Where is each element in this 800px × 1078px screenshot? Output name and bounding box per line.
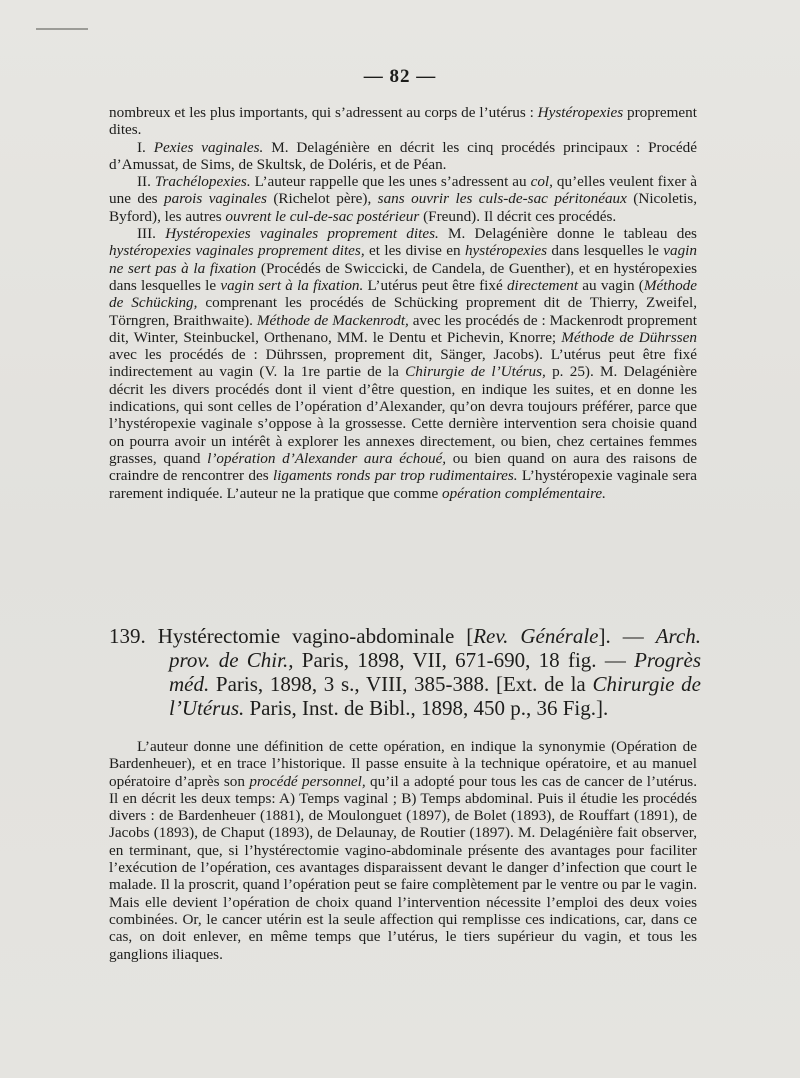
text-run: 139. Hystérectomie vagino-abdominale [: [109, 624, 474, 648]
text-run: L’hystéropexie vaginale sera rarement indiquée. L’auteur ne la pratique que comme: [109, 467, 697, 502]
bibliography-entry-139: [109, 624, 701, 720]
text-run: ]. —: [598, 624, 656, 648]
text-run: (Nicoletis, Byford), les autres: [109, 190, 697, 225]
text-run: p. 25). M. Delagénière décrit les divers procédés dont il vient d’être question, en indique les suites, et en donne les indications, qui sont celles de l’opération d’Alexander, qu’on devra toujours préférer, parce que l’hystéropexie vaginale s’oppose à la grossesse. Cette dernière intervention sera choisie quand on pourra avoir un intérêt à explorer les annexes directement, ou bien, chez certaines femmes grasses, quand: [109, 363, 697, 467]
italic-run: Chirurgie de l’Utérus.: [169, 672, 702, 720]
italic-run: Pexies vaginales.: [153, 138, 264, 156]
paragraph: [109, 225, 697, 502]
section-hysteropexies: [109, 104, 697, 502]
text-run: (Richelot père),: [266, 190, 378, 208]
italic-run: ligaments ronds par trop rudimentaires.: [272, 467, 518, 485]
italic-run: Progrès méd.: [169, 648, 701, 696]
text-run: L’utérus peut être fixé: [363, 276, 507, 294]
paragraph: [109, 139, 697, 174]
text-run: M. Delagénière donne le tableau des: [438, 225, 697, 243]
text-run: dans lesquelles le: [547, 242, 664, 260]
text-run: M. Delagénière en décrit les cinq procédés principaux : Procédé d’Amussat, de Sims, de Skultsk, de Doléris, et de Péan.: [109, 138, 697, 173]
italic-run: Méthode de Mackenrodt,: [256, 311, 409, 329]
italic-run: Hystéropexies vaginales proprement dites.: [165, 225, 439, 243]
text-run: qu’il a adopté pour tous les cas de cancer de l’utérus. Il en décrit les deux temps: A) Temps vaginal ; B) Temps abdominal. Puis il étudie les procédés divers : de Bardenheuer (1881), de Moulonguet (1897), de Bolet (1893), de Rouffart (1891), de Jacobs (1893), de Chaput (1893), de Delaunay, de Routier (1897). M. Delagénière fait observer, en terminant, que, si l’hystérectomie vagino-abdominale présente des avantages pour faciliter l’exécution de l’opération, ces avantages disparaissent devant le danger d’infection que court le malade. Il la proscrit, quand l’opération peut se faire complètement par le ventre ou par le vagin. Mais elle devient l’opération de choix quand l’intervention nécessite l’emploi des deux voies combinées. Or, le cancer utérin est la seule affection qui remplisse ces indications, car, dans ce cas, on doit enlever, en même temps que l’utérus, le tiers supérieur du vagin, et tous les ganglions iliaques.: [109, 772, 697, 963]
text-run: III.: [137, 225, 166, 243]
text-run: au vagin (: [578, 276, 644, 294]
italic-run: Méthode de Schücking,: [109, 276, 697, 312]
text-run: (Procédés de Swiccicki, de Candela, de Guenther), et en hystéropexies dans lesquelles le: [109, 259, 697, 294]
text-run: avec les procédés de : Mackenrodt proprement dit, Winter, Steinbuckel, Orthenano, MM. le Dentu et Pichevin, Knorre;: [109, 311, 697, 346]
page-number: — 82 —: [363, 66, 437, 87]
text-run: Paris, Inst. de Bibl., 1898, 450 p., 36 Fig.].: [244, 696, 609, 720]
text-run: Paris, 1898, 3 s., VIII, 385-388. [Ext. de la: [209, 672, 593, 696]
text-run: qu’elles veulent fixer à une des: [109, 173, 697, 208]
text-run: et les divise en: [364, 242, 465, 260]
text-run: (Freund). Il décrit ces procédés.: [419, 207, 617, 225]
paragraph: [109, 104, 697, 139]
italic-run: procédé personnel,: [249, 772, 366, 790]
italic-run: Chirurgie de l’Utérus,: [405, 363, 546, 381]
paragraph: [109, 738, 697, 963]
text-run: L’auteur donne une définition de cette opération, en indique la synonymie (Opération de Bardenheuer), et en trace l’historique. Il passe ensuite à la technique opératoire, et au manuel opératoire d’après son: [109, 738, 697, 790]
italic-run: Arch. prov. de Chir.,: [169, 624, 702, 672]
section-hysterectomie-summary: [109, 738, 697, 963]
italic-run: sans ouvrir les culs-de-sac péritonéaux: [377, 190, 627, 208]
text-run: proprement dites.: [109, 104, 697, 139]
italic-run: hystéropexies: [464, 242, 548, 260]
text-run: nombreux et les plus importants, qui s’adressent au corps de l’utérus :: [109, 104, 538, 121]
entry-text: [109, 624, 701, 720]
text-run: ou bien quand on aura des raisons de craindre de rencontrer des: [109, 449, 697, 485]
scan-artifact: [36, 28, 88, 30]
italic-run: Méthode de Dührssen: [561, 328, 697, 346]
paragraph: [109, 173, 697, 225]
italic-run: Hystéropexies: [537, 104, 624, 121]
italic-run: vagin ne sert pas à la fixation: [109, 242, 697, 277]
text-run: I.: [137, 138, 154, 156]
italic-run: opération complémentaire.: [442, 484, 606, 502]
italic-run: directement: [506, 276, 579, 294]
text-run: II.: [137, 173, 155, 191]
text-run: Paris, 1898, VII, 671-690, 18 fig. —: [293, 648, 635, 672]
italic-run: hystéropexies vaginales proprement dites,: [109, 242, 365, 260]
text-run: L’auteur rappelle que les unes s’adressent au: [250, 173, 531, 191]
text-run: comprenant les procédés de Schücking proprement dit de Thierry, Zweifel, Törngren, Braithwaite).: [109, 294, 697, 329]
italic-run: Trachélopexies.: [154, 173, 251, 191]
italic-run: col,: [530, 173, 553, 191]
italic-run: Rev. Générale: [473, 624, 599, 648]
italic-run: ouvrent le cul-de-sac postérieur: [225, 207, 420, 225]
text-run: avec les procédés de : Dührssen, proprement dit, Sänger, Jacobs). L’utérus peut être fixé indirectement au vagin (V. la 1re partie de la: [109, 346, 697, 381]
italic-run: vagin sert à la fixation.: [220, 276, 364, 294]
italic-run: l’opération d’Alexander aura échoué,: [207, 449, 447, 467]
italic-run: parois vaginales: [164, 190, 267, 208]
